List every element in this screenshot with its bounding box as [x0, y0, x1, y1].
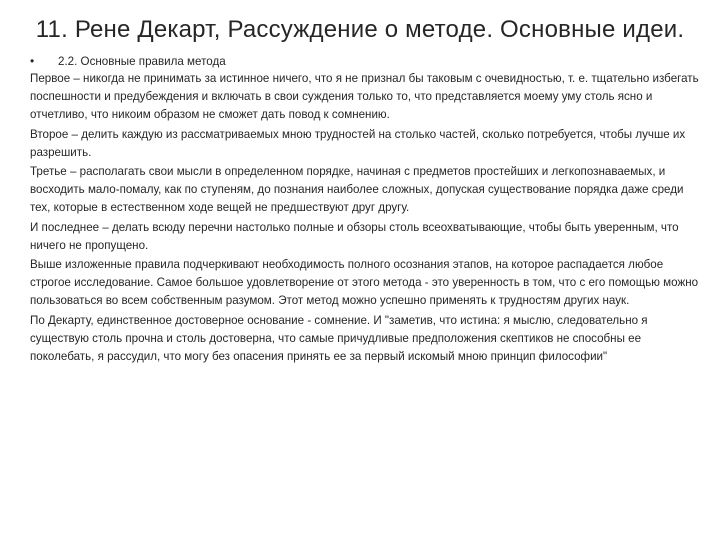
- paragraph-rule-second: Второе – делить каждую из рассматриваемых мною трудностей на столько частей, сколько потребуется, чтобы лучше их разрешить.: [30, 127, 686, 159]
- slide-title: 11. Рене Декарт, Рассуждение о методе. Основные идеи.: [35, 16, 685, 43]
- paragraph-rule-last: И последнее – делать всюду перечни настолько полные и обзоры столь всеохватывающие, чтобы быть уверенным, что ничего не пропущено.: [30, 220, 679, 252]
- paragraph-rule-third: Третье – располагать свои мысли в определенном порядке, начиная с предметов простейших и легкопознаваемых, и восходить мало-помалу, как по ступеням, до познания наиболее сложных, допуская существование порядка даже среди тех, которые в естественном ходе вещей не предшествуют друг другу.: [30, 165, 684, 214]
- paragraph-summary: Выше изложенные правила подчеркивают необходимость полного осознания этапов, на которое распадается любое строгое исследование. Самое большое удовлетворение от этого метода - это уверенность в том, что с его помощью можно пользоваться во всем собственным разумом. Этот метод можно успешно применять к трудностям других наук.: [30, 258, 699, 307]
- bullet-text: 2.2. Основные правила метода: [58, 55, 226, 68]
- paragraph-rule-first: Первое – никогда не принимать за истинное ничего, что я не признал бы таковым с очевидностью, т. е. тщательно избегать поспешности и предубеждения и включать в свои суждения только то, что представляется моему уму столь ясно и отчетливо, что никоим образом не сможет дать повод к сомнению.: [30, 72, 699, 121]
- bullet-icon: •: [30, 54, 35, 68]
- bullet-item: [30, 52, 702, 70]
- paragraph-doubt: По Декарту, единственное достоверное основание - сомнение. И "заметив, что истина: я мыслю, следовательно я существую столь прочна и столь достоверна, что самые причудливые предположения скептиков не способны ее поколебать, я рассудил, что могу без опасения принять ее за первый искомый мною принцип философии": [30, 313, 648, 363]
- slide-body: [30, 52, 702, 366]
